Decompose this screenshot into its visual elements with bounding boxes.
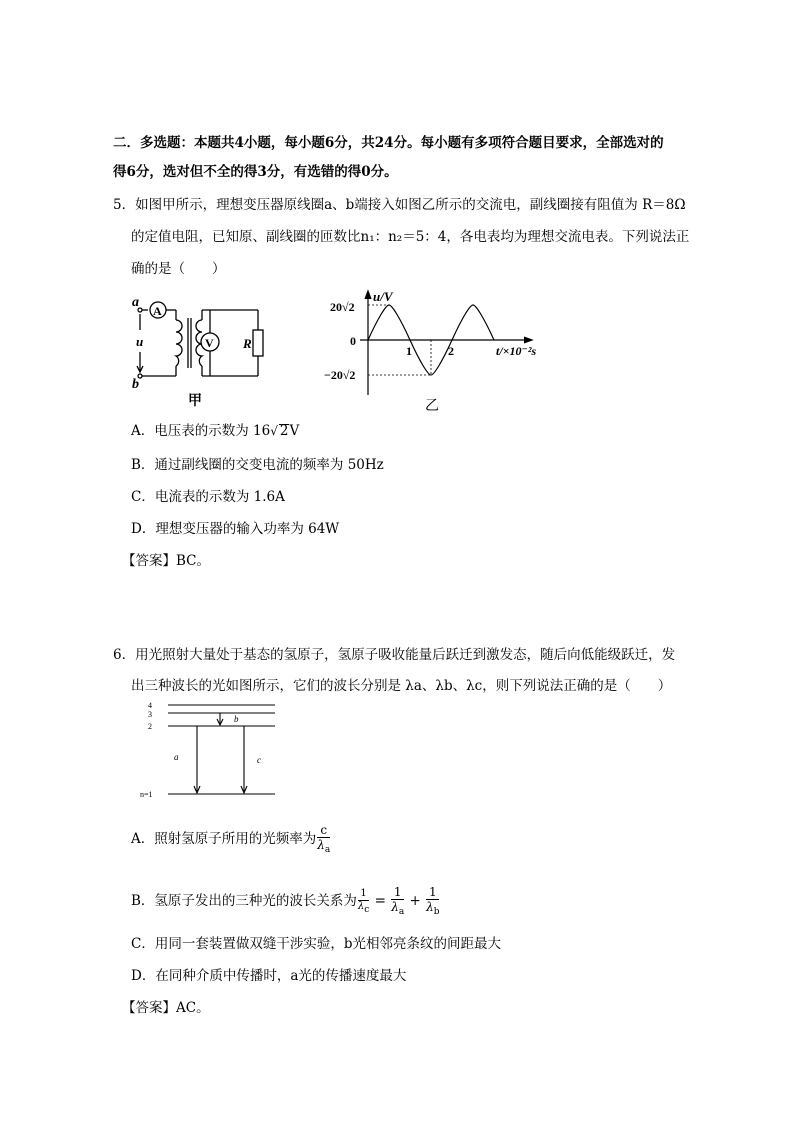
q6-stem-line1: 6．用光照射大量处于基态的氢原子，氢原子吸收能量后跃迁到激发态，随后向低能级跃迁，发 xyxy=(113,647,676,663)
label-a-light: a xyxy=(174,752,179,762)
level-4-label: 4 xyxy=(148,701,152,710)
q6-stem-line2: 出三种波长的光如图所示，它们的波长分别是 λa、λb、λc，则下列说法正确的是（ ） xyxy=(131,678,672,694)
y-min-label: −20√2 xyxy=(324,368,356,382)
ammeter-label: A xyxy=(153,304,162,318)
q6-option-d: D．在同种介质中传播时，a光的传播速度最大 xyxy=(131,968,407,984)
fig-yi-label: 乙 xyxy=(425,399,439,414)
q5-option-b: B．通过副线圈的交变电流的频率为 50Hz xyxy=(131,457,384,473)
origin-label: 0 xyxy=(350,334,356,348)
q6-option-a: A．照射氢原子所用的光频率为 $\frac{c}{\lambda_a}$ xyxy=(131,823,331,855)
label-c-light: c xyxy=(257,755,261,765)
voltmeter-label: V xyxy=(205,336,214,350)
q5-answer: 【答案】BC。 xyxy=(122,553,211,569)
q5-stem-line1: 5．如图甲所示，理想变压器原线圈a、b端接入如图乙所示的交流电，副线圈接有阻值为 R＝8Ω xyxy=(113,197,686,213)
q6-option-b: B．氢原子发出的三种光的波长关系为 $\frac{1}{\lambda c}$ = $\frac{1}{\lambda_a}$ + $\frac{1}{\lambda_b}$ xyxy=(131,885,440,917)
q6-answer: 【答案】AC。 xyxy=(122,1000,210,1016)
y-max-label: 20√2 xyxy=(330,300,355,314)
y-axis-label: u/V xyxy=(373,289,393,304)
q5-stem-line2: 的定值电阻，已知原、副线圈的匝数比n₁：n₂＝5：4，各电表均为理想交流电表。下列说法正 xyxy=(131,229,690,245)
tick-1-label: 1 xyxy=(406,344,412,358)
resistor-label: R xyxy=(243,336,252,351)
q6-energy-diagram xyxy=(140,698,285,808)
resistor xyxy=(253,330,263,356)
label-b-light: b xyxy=(234,714,239,724)
fig-jia-label: 甲 xyxy=(188,394,202,409)
q5-figure-yi xyxy=(320,285,560,415)
primary-coil xyxy=(176,320,182,366)
level-3-label: 3 xyxy=(148,710,152,719)
label-u: u xyxy=(136,334,144,349)
level-1-label: n=1 xyxy=(140,790,153,799)
label-a: a xyxy=(132,295,139,310)
label-b: b xyxy=(132,377,139,392)
tick-2-label: 2 xyxy=(448,344,454,358)
section-heading-line1: 二．多选题：本题共4小题，每小题6分，共24分。每小题有多项符合题目要求，全部选对的 xyxy=(113,135,664,151)
q5-option-d: D．理想变压器的输入功率为 64W xyxy=(131,521,340,537)
level-2-label: 2 xyxy=(148,722,152,731)
x-axis-label: t/×10⁻²s xyxy=(496,344,537,358)
freq-fraction: $\frac{c}{\lambda_a}$ xyxy=(317,823,331,855)
q5-stem-line3: 确的是（ ） xyxy=(131,261,226,277)
q5-figure-jia xyxy=(128,290,288,410)
section-heading-line2: 得6分，选对但不全的得3分，有选错的得0分。 xyxy=(113,164,398,180)
q6-option-c: C．用同一套装置做双缝干涉实验，b光相邻亮条纹的间距最大 xyxy=(131,936,501,952)
q5-option-a: A．电压表的示数为 16√ 2V xyxy=(131,423,300,439)
q5-option-c: C．电流表的示数为 1.6A xyxy=(131,489,285,505)
